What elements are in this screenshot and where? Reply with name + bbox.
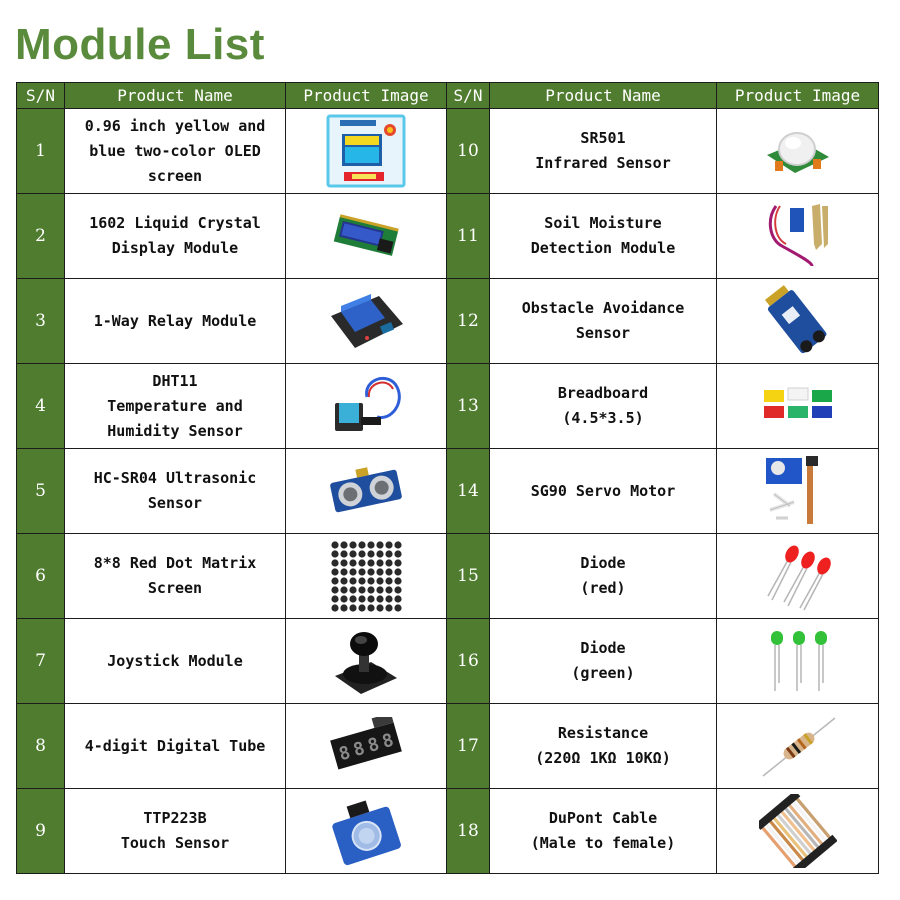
product-name-cell — [490, 109, 717, 194]
product-name-line: Display Module — [111, 239, 239, 257]
svg-text:8: 8 — [336, 742, 353, 766]
obstacle-sensor-icon — [717, 284, 878, 358]
resistor-icon — [717, 714, 878, 778]
header-product-name-left: Product Name — [65, 83, 286, 109]
serial-number-cell: 13 — [447, 364, 490, 449]
product-name-line: SG90 Servo Motor — [530, 481, 676, 500]
table-row — [17, 534, 879, 619]
product-image-cell — [286, 279, 447, 364]
product-name-line: Resistance — [557, 724, 649, 742]
product-image-cell — [286, 194, 447, 279]
product-image-cell — [717, 194, 879, 279]
serial-number-cell: 7 — [17, 619, 65, 704]
product-name-cell — [490, 194, 717, 279]
product-image-cell — [286, 619, 447, 704]
lcd-module-icon — [286, 213, 446, 259]
serial-number-cell: 11 — [447, 194, 490, 279]
serial-number-cell: 1 — [17, 109, 65, 194]
svg-text:8: 8 — [351, 737, 368, 762]
dht11-sensor-icon — [286, 373, 446, 439]
product-name-line: Joystick Module — [107, 651, 243, 670]
header-product-image-right: Product Image — [717, 83, 879, 109]
product-image-cell — [717, 704, 879, 789]
product-image-cell — [286, 364, 447, 449]
table-header-row — [17, 83, 879, 109]
product-name-cell — [490, 619, 717, 704]
product-image-cell — [717, 364, 879, 449]
serial-number-cell: 14 — [447, 449, 490, 534]
table-row — [17, 619, 879, 704]
product-image-cell — [286, 109, 447, 194]
product-name-line: 0.96 inch yellow and — [84, 116, 266, 135]
product-name-cell — [65, 449, 286, 534]
product-name-line: 1-Way Relay Module — [93, 311, 257, 330]
page-title: Module List — [15, 20, 265, 69]
product-name-cell — [490, 364, 717, 449]
product-name-line: 1602 Liquid Crystal — [89, 214, 261, 232]
ultrasonic-sensor-icon — [286, 464, 446, 518]
product-image-cell — [717, 279, 879, 364]
table-row — [17, 789, 879, 874]
serial-number-cell: 10 — [447, 109, 490, 194]
product-name-cell — [65, 619, 286, 704]
product-name-line: DuPont Cable — [548, 809, 658, 827]
product-image-cell — [717, 534, 879, 619]
joystick-icon — [286, 624, 446, 698]
serial-number-cell: 2 — [17, 194, 65, 279]
product-name-line: Breadboard — [557, 384, 649, 402]
product-name-line: (220Ω 1KΩ 10KΩ) — [535, 749, 671, 767]
product-name-line: (Male to female) — [530, 834, 676, 852]
digital-tube-icon — [286, 717, 446, 775]
module-table — [16, 82, 879, 874]
product-name-cell — [65, 279, 286, 364]
relay-module-icon — [286, 290, 446, 352]
product-image-cell — [717, 789, 879, 874]
servo-motor-icon — [717, 454, 878, 528]
serial-number-cell: 9 — [17, 789, 65, 874]
product-name-cell — [490, 789, 717, 874]
product-name-line: Sensor — [147, 494, 203, 512]
product-name-line: Screen — [147, 579, 203, 597]
product-name-line: Humidity Sensor — [107, 421, 243, 440]
product-name-cell — [490, 534, 717, 619]
product-name-line: Sensor — [575, 324, 631, 342]
serial-number-cell: 3 — [17, 279, 65, 364]
svg-text:8: 8 — [365, 733, 382, 757]
product-name-line: Soil Moisture — [544, 214, 662, 232]
serial-number-cell: 5 — [17, 449, 65, 534]
serial-number-cell: 12 — [447, 279, 490, 364]
product-name-line: HC-SR04 Ultrasonic — [93, 469, 257, 487]
product-name-cell — [490, 704, 717, 789]
product-name-cell — [65, 704, 286, 789]
product-name-cell — [65, 364, 286, 449]
product-name-line: Detection Module — [530, 239, 676, 257]
product-image-cell — [286, 449, 447, 534]
product-name-line: blue two-color OLED — [89, 141, 261, 160]
serial-number-cell: 18 — [447, 789, 490, 874]
product-image-cell — [286, 789, 447, 874]
oled-display-icon — [286, 114, 446, 188]
product-name-line: screen — [147, 166, 203, 185]
product-name-cell — [65, 789, 286, 874]
svg-text:8: 8 — [379, 729, 397, 753]
header-sn-right: S/N — [447, 83, 490, 109]
product-name-cell — [65, 109, 286, 194]
table-row — [17, 704, 879, 789]
serial-number-cell: 8 — [17, 704, 65, 789]
product-name-line: Temperature and — [107, 396, 243, 415]
product-name-cell — [65, 534, 286, 619]
product-name-line: TTP223B — [143, 809, 207, 827]
serial-number-cell: 16 — [447, 619, 490, 704]
product-image-cell — [286, 534, 447, 619]
touch-sensor-icon — [286, 796, 446, 866]
product-name-line: 4-digit Digital Tube — [84, 736, 266, 755]
pir-sensor-icon — [717, 119, 878, 183]
product-name-line: Diode — [580, 639, 626, 657]
table-row — [17, 449, 879, 534]
product-name-line: (4.5*3.5) — [562, 409, 644, 427]
table-row — [17, 194, 879, 279]
product-image-cell — [717, 619, 879, 704]
serial-number-cell: 6 — [17, 534, 65, 619]
soil-moisture-icon — [717, 200, 878, 272]
table-row — [17, 364, 879, 449]
header-product-image-left: Product Image — [286, 83, 447, 109]
product-name-line: Diode — [580, 554, 626, 572]
product-name-line: Touch Sensor — [120, 834, 230, 852]
product-name-line: Obstacle Avoidance — [521, 299, 685, 317]
serial-number-cell: 4 — [17, 364, 65, 449]
breadboard-icon — [717, 384, 878, 428]
table-row — [17, 279, 879, 364]
dot-matrix-icon — [286, 540, 446, 612]
product-name-cell — [490, 449, 717, 534]
product-name-line: SR501 — [580, 129, 626, 147]
header-sn-left: S/N — [17, 83, 65, 109]
product-image-cell — [717, 109, 879, 194]
serial-number-cell: 17 — [447, 704, 490, 789]
red-led-icon — [717, 540, 878, 612]
product-name-line: Infrared Sensor — [535, 154, 671, 172]
serial-number-cell: 15 — [447, 534, 490, 619]
table-row — [17, 109, 879, 194]
product-name-line: 8*8 Red Dot Matrix — [93, 554, 257, 572]
header-product-name-right: Product Name — [490, 83, 717, 109]
product-name-line: DHT11 — [152, 371, 198, 390]
product-image-cell — [717, 449, 879, 534]
product-image-cell — [286, 704, 447, 789]
product-name-cell — [490, 279, 717, 364]
green-led-icon — [717, 629, 878, 693]
dupont-cable-icon — [717, 794, 878, 868]
product-name-line: (red) — [580, 579, 626, 597]
product-name-cell — [65, 194, 286, 279]
product-name-line: (green) — [571, 664, 635, 682]
